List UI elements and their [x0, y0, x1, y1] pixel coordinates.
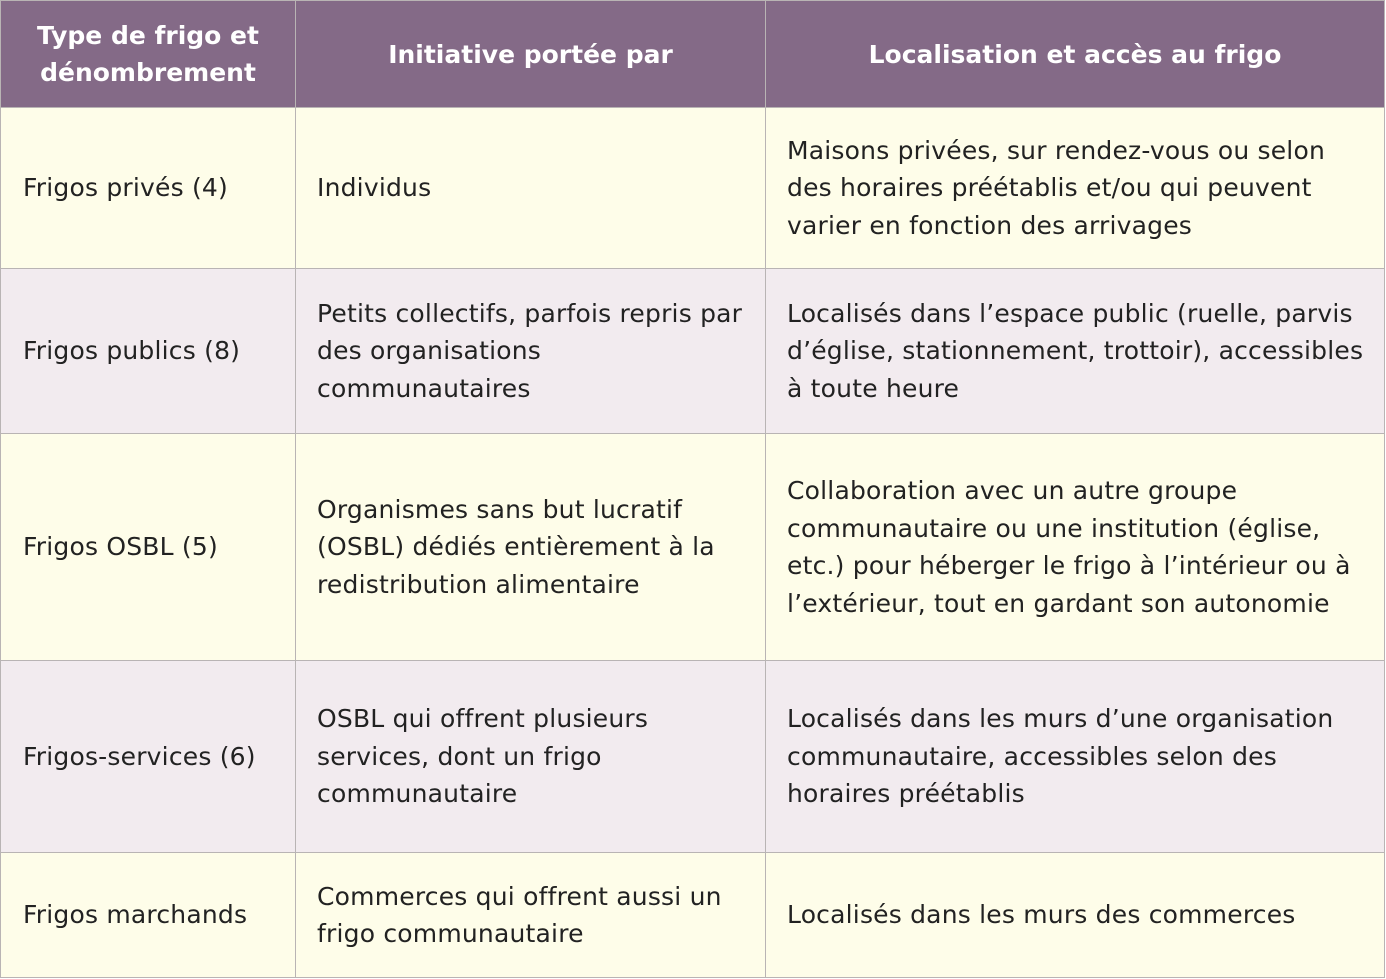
- header-initiative: Initiative portée par: [296, 1, 766, 108]
- table-row: [1, 269, 1385, 434]
- header-row: [1, 1, 1385, 108]
- cell-initiative: OSBL qui offrent plusieurs services, dont un frigo communautaire: [296, 661, 766, 853]
- cell-type: Frigos-services (6): [1, 661, 296, 853]
- cell-type: Frigos marchands: [1, 853, 296, 978]
- cell-localisation: Maisons privées, sur rendez-vous ou selon des horaires préétablis et/ou qui peuvent varier en fonction des arrivages: [766, 108, 1385, 269]
- header-type: Type de frigo et dénombrement: [1, 1, 296, 108]
- table-row: [1, 661, 1385, 853]
- table-row: [1, 434, 1385, 661]
- cell-initiative: Organismes sans but lucratif (OSBL) dédiés entièrement à la redistribution alimentaire: [296, 434, 766, 661]
- cell-initiative: Individus: [296, 108, 766, 269]
- cell-type: Frigos OSBL (5): [1, 434, 296, 661]
- cell-localisation: Localisés dans les murs des commerces: [766, 853, 1385, 978]
- cell-localisation: Localisés dans l’espace public (ruelle, parvis d’église, stationnement, trottoir), accessibles à toute heure: [766, 269, 1385, 434]
- cell-localisation: Collaboration avec un autre groupe communautaire ou une institution (église, etc.) pour héberger le frigo à l’intérieur ou à l’extérieur, tout en gardant son autonomie: [766, 434, 1385, 661]
- cell-type: Frigos privés (4): [1, 108, 296, 269]
- cell-localisation: Localisés dans les murs d’une organisation communautaire, accessibles selon des horaires préétablis: [766, 661, 1385, 853]
- cell-initiative: Petits collectifs, parfois repris par des organisations communautaires: [296, 269, 766, 434]
- header-localisation: Localisation et accès au frigo: [766, 1, 1385, 108]
- table-row: [1, 853, 1385, 978]
- table-row: [1, 108, 1385, 269]
- cell-type: Frigos publics (8): [1, 269, 296, 434]
- cell-initiative: Commerces qui offrent aussi un frigo communautaire: [296, 853, 766, 978]
